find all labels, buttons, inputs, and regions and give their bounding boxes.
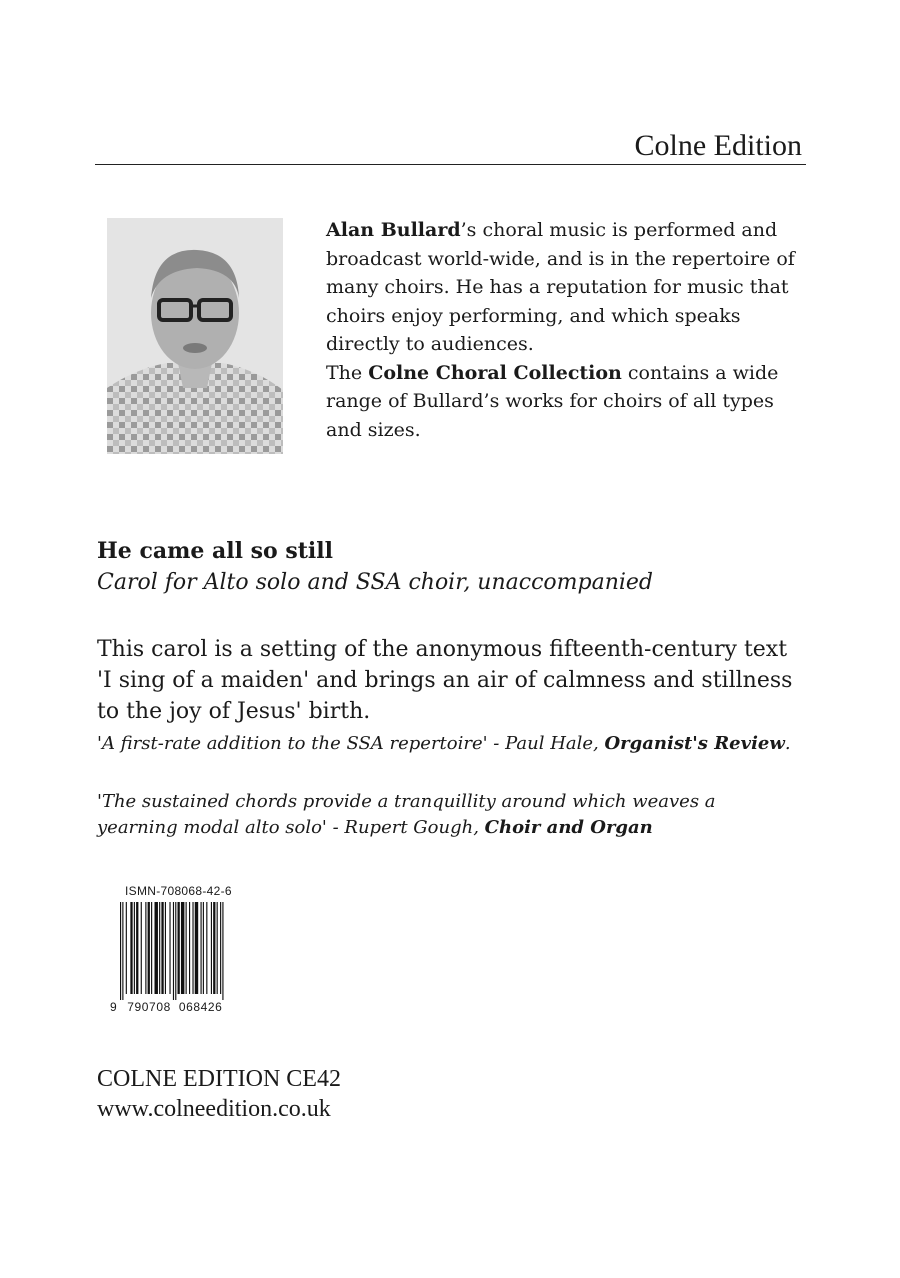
header-title: Colne Edition [634, 129, 802, 162]
review-source: Organist's Review [604, 733, 785, 754]
barcode-bar [213, 902, 215, 994]
work-subtitle: Carol for Alto solo and SSA choir, unaccompanied [97, 570, 654, 595]
collection-name: Colne Choral Collection [368, 361, 622, 384]
barcode-bar [169, 902, 170, 994]
ismn-barcode [110, 884, 260, 1020]
barcode-bar [181, 902, 184, 994]
barcode-bar [155, 902, 158, 994]
barcode-digit-first: 9 [110, 1000, 118, 1014]
barcode-bar [145, 902, 146, 994]
edition-code: COLNE EDITION CE42 [97, 1066, 341, 1092]
barcode-bar [151, 902, 152, 994]
composer-name: Alan Bullard [326, 219, 461, 241]
barcode-bar [203, 902, 204, 994]
barcode-digits [110, 1000, 260, 1014]
barcode-bar [122, 902, 123, 1000]
barcode-bar [136, 902, 138, 994]
barcode-digits-right: 068426 [178, 1000, 223, 1014]
review-text: 'A first-rate addition to the SSA repertoire' - Paul Hale, [97, 733, 605, 754]
barcode-bar [148, 902, 150, 994]
barcode-bar [189, 902, 190, 994]
review-quote [97, 789, 797, 841]
review-text: 'The sustained chords provide a tranquillity around which weaves a yearning modal alto solo' - Rupert Gough, [97, 791, 716, 838]
barcode-bar [217, 902, 218, 994]
barcode-bar [120, 902, 121, 1000]
ismn-label: ISMN-708068-42-6 [125, 884, 232, 898]
barcode-bar [222, 902, 223, 1000]
barcode-bar [173, 902, 174, 1000]
work-description: This carol is a setting of the anonymous fifteenth-century text 'I sing of a maiden' and brings an air of calmness and stillness to the joy of Jesus' birth. [97, 637, 793, 724]
barcode-bar [178, 902, 180, 994]
barcode-bar [161, 902, 163, 994]
barcode-bar [220, 902, 221, 994]
barcode-bar [195, 902, 198, 994]
review-tail: . [784, 733, 791, 754]
barcode-bar [201, 902, 202, 994]
barcode-bar [186, 902, 187, 994]
barcode-bar [126, 902, 127, 994]
header-divider [95, 164, 806, 165]
website-link[interactable]: www.colneedition.co.uk [97, 1096, 331, 1122]
bio-text-2-prefix: The [326, 361, 369, 384]
barcode-bar [175, 902, 176, 1000]
barcode-bars [118, 902, 260, 1000]
review-quote [97, 731, 797, 757]
composer-portrait [107, 218, 283, 454]
barcode-bar [159, 902, 160, 994]
work-title: He came all so still [97, 538, 333, 564]
composer-bio [326, 216, 806, 444]
barcode-bar [130, 902, 132, 994]
barcode-bar [206, 902, 207, 994]
review-source: Choir and Organ [484, 817, 653, 838]
barcode-bar [134, 902, 135, 994]
bio-text-2-suffix: contains a wide range of Bullard’s works for choirs of all types and sizes. [326, 361, 779, 441]
barcode-bar [192, 902, 193, 994]
bio-text-1: ’s choral music is performed and broadcast world-wide, and is in the repertoire of many choirs. He has a reputation for music that choirs enjoy performing, and which speaks directly to audiences. [326, 219, 795, 355]
barcode-bar [141, 902, 142, 994]
barcode-bar [211, 902, 212, 994]
barcode-bar [165, 902, 166, 994]
portrait-illustration [107, 218, 283, 454]
barcode-digits-left: 790708 [127, 1000, 171, 1014]
